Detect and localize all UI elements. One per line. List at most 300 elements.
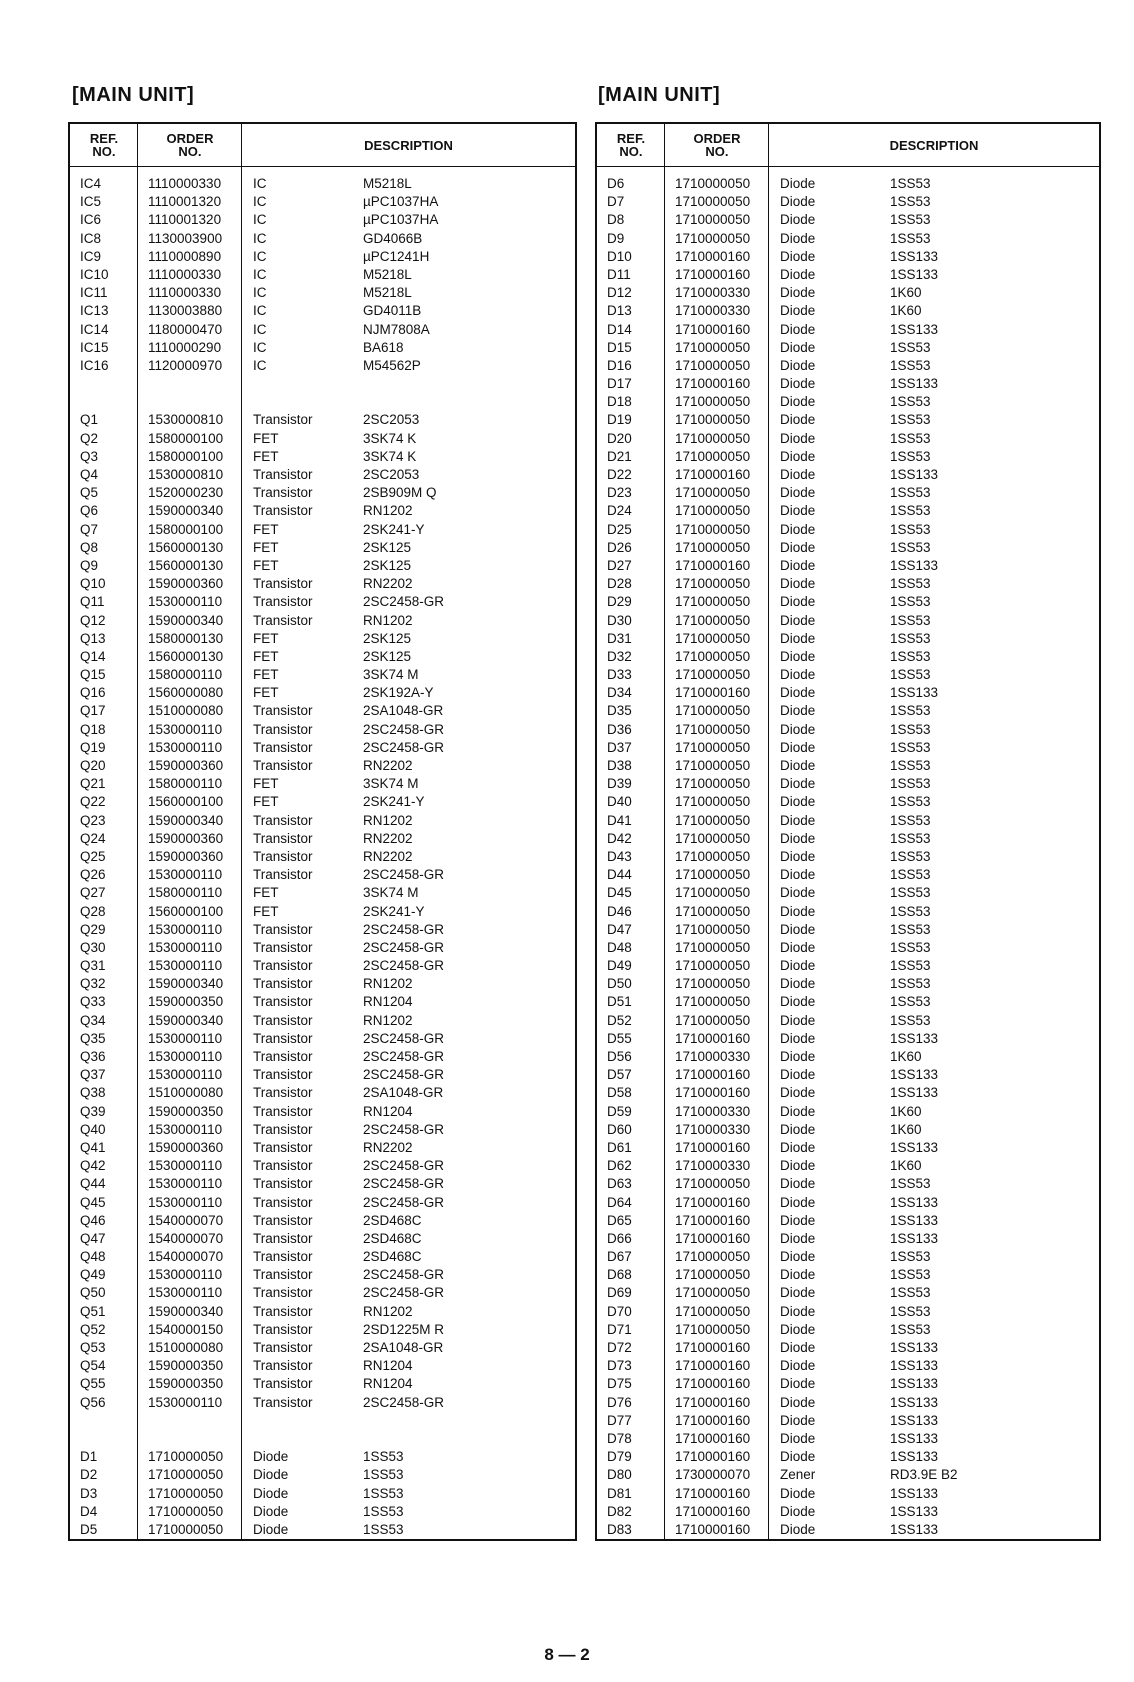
order-no: 1540000150 [148,1321,224,1337]
order-no: 1730000070 [675,1467,751,1483]
table-row [597,411,1099,429]
ref-no: D29 [607,594,632,610]
table-row [597,793,1099,811]
ref-no: D7 [607,194,625,210]
order-no: 1510000080 [148,703,224,719]
table-row [597,1048,1099,1066]
part-number: 1SS133 [890,1485,939,1501]
part-number: GD4066B [363,230,423,246]
order-no: 1590000350 [148,1358,224,1374]
part-type: Diode [780,321,816,337]
part-type: Diode [780,285,816,301]
order-no: 1710000160 [675,1194,751,1210]
table-row [597,375,1099,393]
part-type: IC [253,212,267,228]
order-no: 1710000050 [675,812,751,828]
part-number: 2SC2458-GR [363,1176,445,1192]
table-row [70,1212,575,1230]
table-row [597,302,1099,320]
table-row [70,1394,575,1412]
table-row [597,1139,1099,1157]
order-no: 1710000160 [675,1030,751,1046]
order-no: 1710000330 [675,1049,751,1064]
table-row [70,1448,575,1466]
part-number: 1SS133 [890,1212,939,1228]
part-number: 1SS133 [890,1430,939,1446]
table-row [70,502,575,520]
part-number: 3SK74 M [363,776,419,792]
part-number: RN2202 [363,576,413,592]
table-row [597,903,1099,921]
part-type: Diode [253,1449,289,1465]
part-type: Diode [780,266,816,282]
table-row [70,1103,575,1121]
table-row [597,721,1099,739]
table-row [70,1430,575,1448]
order-no: 1110001320 [148,194,222,210]
part-number: 2SC2458-GR [363,1267,445,1283]
ref-no: Q21 [80,776,106,792]
table-row [597,1103,1099,1121]
ref-no: Q50 [80,1285,106,1301]
ref-no: Q20 [80,758,106,773]
part-type: Transistor [253,1121,313,1137]
ref-no: D38 [607,758,632,773]
part-number: 2SC2458-GR [363,594,445,610]
ref-no: Q12 [80,612,106,628]
part-number: 2SC2458-GR [363,1049,445,1064]
part-type: Diode [780,394,816,410]
table-row [597,1284,1099,1302]
part-type: Transistor [253,503,313,519]
order-no: 1710000160 [675,1503,751,1519]
table-row [597,539,1099,557]
part-number: 1SS53 [890,1321,931,1337]
table-row [597,1194,1099,1212]
part-type: IC [253,339,267,355]
table-row [70,903,575,921]
part-type: Diode [780,721,816,737]
order-no: 1710000050 [675,903,751,919]
order-no: 1710000050 [675,703,751,719]
part-number: 2SC2458-GR [363,1158,445,1174]
part-number: 1SS133 [890,1230,939,1246]
part-number: 2SK241-Y [363,903,425,919]
ref-no: D75 [607,1376,632,1392]
part-number: 2SC2458-GR [363,958,445,974]
order-no: 1710000050 [675,939,751,955]
part-number: RN2202 [363,1139,413,1155]
order-no: 1710000050 [675,430,751,446]
part-number: 1SS53 [890,1285,931,1301]
ref-no: D71 [607,1321,632,1337]
order-no: 1710000160 [675,266,751,282]
part-number: 1SS53 [890,230,931,246]
ref-no: IC4 [80,176,102,191]
table-row [597,1412,1099,1430]
table-row [70,557,575,575]
part-number: 2SA1048-GR [363,703,444,719]
part-type: IC [253,266,267,282]
part-number: 1SS53 [363,1449,404,1465]
ref-no: Q5 [80,485,99,501]
ref-no: D77 [607,1412,632,1428]
part-type: FET [253,430,279,446]
table-row [597,1121,1099,1139]
order-no: 1710000050 [675,958,751,974]
table-row [597,1357,1099,1375]
part-number: 1SS53 [363,1521,404,1537]
table-row [70,1284,575,1302]
ref-no: IC13 [80,303,109,319]
part-number: 1SS53 [890,339,931,355]
part-type: Diode [780,1121,816,1137]
ref-no: Q27 [80,885,106,901]
ref-no: D45 [607,885,632,901]
part-number: 1SS53 [890,703,931,719]
part-number: 1K60 [890,1121,922,1137]
table-row [597,593,1099,611]
part-type: IC [253,248,267,264]
order-no: 1710000050 [675,448,751,464]
part-number: 1K60 [890,285,922,301]
table-row [70,1066,575,1084]
order-no: 1710000160 [675,1139,751,1155]
order-no: 1710000050 [148,1503,224,1519]
part-type: Transistor [253,867,313,883]
part-type: Transistor [253,1085,313,1101]
ref-no: D10 [607,248,632,264]
ref-no: D40 [607,794,632,810]
part-number: 1SS53 [890,976,931,992]
order-no: 1710000160 [675,1485,751,1501]
part-type: IC [253,194,267,210]
table-row [70,357,575,375]
ref-no: D33 [607,667,632,683]
order-no: 1580000110 [148,885,223,901]
ref-no: Q4 [80,467,99,482]
order-no: 1560000080 [148,685,224,701]
part-number: 1SS53 [890,776,931,792]
table-row [597,193,1099,211]
ref-no: D47 [607,921,632,937]
order-no: 1710000050 [675,721,751,737]
order-no: 1520000230 [148,485,224,501]
table-row [70,921,575,939]
part-number: 2SC2458-GR [363,939,445,955]
part-type: FET [253,776,279,792]
table-row [70,1485,575,1503]
table-row [70,1157,575,1175]
part-type: Transistor [253,1285,313,1301]
ref-no: D43 [607,848,632,864]
part-type: Diode [780,885,816,901]
table-row [70,393,575,411]
part-number: 2SB909M Q [363,485,437,501]
order-no: 1530000110 [148,721,223,737]
ref-no: Q45 [80,1194,106,1210]
part-type: Transistor [253,612,313,628]
part-number: 1SS53 [890,648,931,664]
table-row [70,721,575,739]
part-number: 2SC2458-GR [363,739,445,755]
order-no: 1590000360 [148,848,224,864]
part-number: 1SS53 [890,212,931,228]
part-type: Transistor [253,485,313,501]
order-no: 1530000110 [148,939,223,955]
order-no: 1530000110 [148,594,223,610]
table-row [597,1066,1099,1084]
part-type: Diode [780,1285,816,1301]
part-number: 2SC2458-GR [363,1030,445,1046]
table-row [70,1412,575,1430]
order-no: 1710000050 [675,848,751,864]
part-type: Transistor [253,1230,313,1246]
table-row [597,684,1099,702]
table-row [70,1012,575,1030]
part-number: 1SS133 [890,557,939,573]
order-no: 1580000110 [148,667,223,683]
ref-no: Q25 [80,848,106,864]
ref-no: Q55 [80,1376,106,1392]
part-number: NJM7808A [363,321,430,337]
part-number: 1SS53 [890,758,931,773]
ref-no: D60 [607,1121,632,1137]
ref-no: Q18 [80,721,106,737]
part-type: Transistor [253,703,313,719]
part-type: Diode [780,758,816,773]
part-type: Transistor [253,739,313,755]
table-row [70,411,575,429]
table-row [70,1230,575,1248]
part-number: 1SS53 [890,194,931,210]
part-type: Diode [780,485,816,501]
part-type: Diode [253,1521,289,1537]
ref-no: Q40 [80,1121,106,1137]
order-no: 1580000100 [148,430,224,446]
part-type: Diode [780,357,816,373]
order-no: 1710000160 [675,376,751,392]
ref-no: D1 [80,1449,98,1465]
ref-no: D37 [607,739,632,755]
table-row [597,321,1099,339]
order-no: 1710000160 [675,467,751,482]
order-no: 1710000050 [675,758,751,773]
part-type: Diode [780,230,816,246]
part-number: 1SS53 [890,848,931,864]
table-row [597,775,1099,793]
table-row [70,684,575,702]
order-no: 1710000160 [675,1230,751,1246]
part-number: 1SS53 [890,176,931,191]
part-type: Diode [780,848,816,864]
part-number: 1SS53 [890,903,931,919]
part-type: Diode [780,412,816,428]
part-type: IC [253,357,267,373]
part-number: 1SS53 [890,812,931,828]
ref-no: D26 [607,539,632,555]
ref-no: D8 [607,212,625,228]
part-number: RN1202 [363,812,413,828]
part-type: Diode [780,958,816,974]
table-row [597,1485,1099,1503]
table-row [597,393,1099,411]
table-row [597,557,1099,575]
ref-no: D25 [607,521,632,537]
ref-no: D44 [607,867,632,883]
table-row [70,575,575,593]
ref-no: D57 [607,1067,632,1083]
table-row [597,975,1099,993]
table-row [70,484,575,502]
ref-no: Q16 [80,685,106,701]
table-row [70,1248,575,1266]
left-table-body [70,175,575,1539]
ref-no: D17 [607,376,632,392]
order-no: 1590000350 [148,1103,224,1119]
part-type: Diode [780,703,816,719]
order-no: 1530000110 [148,1049,223,1064]
ref-no: IC14 [80,321,109,337]
part-number: 1SS133 [890,1340,939,1355]
table-row [70,1194,575,1212]
part-type: FET [253,557,279,573]
part-type: Transistor [253,1376,313,1392]
part-number: 2SK241-Y [363,521,425,537]
table-row [597,1248,1099,1266]
part-type: Diode [780,794,816,810]
part-number: 2SC2458-GR [363,1121,445,1137]
ref-no: D73 [607,1358,632,1374]
part-number: 1SS53 [890,1012,931,1028]
part-number: 2SC2458-GR [363,1285,445,1301]
ref-no: D13 [607,303,632,319]
order-no: 1710000050 [675,539,751,555]
ref-no: Q7 [80,521,99,537]
ref-no: D34 [607,685,632,701]
part-number: RN1204 [363,1376,413,1392]
part-type: Transistor [253,1067,313,1083]
part-number: 2SC2458-GR [363,1067,445,1083]
ref-no: D62 [607,1158,632,1174]
ref-no: Q15 [80,667,106,683]
part-type: Diode [780,1485,816,1501]
part-type: Transistor [253,1394,313,1410]
part-number: 1K60 [890,303,922,319]
part-type: Diode [780,1176,816,1192]
table-row [597,612,1099,630]
part-number: 2SC2458-GR [363,1394,445,1410]
part-number: 2SC2053 [363,412,420,428]
part-type: Transistor [253,1176,313,1192]
part-type: Diode [780,1049,816,1064]
ref-no: D65 [607,1212,632,1228]
ref-no: D23 [607,485,632,501]
part-number: 1SS53 [363,1467,404,1483]
part-type: Transistor [253,1030,313,1046]
part-type: Diode [780,430,816,446]
order-no: 1710000050 [675,194,751,210]
part-type: Transistor [253,1012,313,1028]
ref-no: D49 [607,958,632,974]
part-number: µPC1241H [363,248,430,264]
part-number: 1SS133 [890,685,939,701]
order-no: 1710000330 [675,285,751,301]
table-row [597,521,1099,539]
ref-no: D14 [607,321,632,337]
table-row [597,575,1099,593]
part-number: 2SD468C [363,1212,422,1228]
ref-no: D50 [607,976,632,992]
order-no: 1590000340 [148,503,224,519]
part-number: 1K60 [890,1103,922,1119]
left-parts-table [68,122,577,1541]
table-row [70,175,575,193]
part-number: RN2202 [363,758,413,773]
table-row [70,1266,575,1284]
part-number: RN1202 [363,612,413,628]
part-type: Diode [780,1230,816,1246]
order-no: 1710000050 [675,339,751,355]
part-type: Transistor [253,994,313,1010]
part-type: Diode [780,903,816,919]
table-row [70,1521,575,1539]
ref-no: Q10 [80,576,106,592]
table-row [70,739,575,757]
order-no: 1590000360 [148,830,224,846]
table-row [70,284,575,302]
part-number: 1K60 [890,1049,922,1064]
part-type: Transistor [253,1158,313,1174]
part-type: IC [253,176,267,191]
part-type: Transistor [253,1049,313,1064]
table-row [597,1266,1099,1284]
order-no: 1530000110 [148,921,223,937]
ref-no: D19 [607,412,632,428]
part-number: 2SA1048-GR [363,1340,444,1355]
part-type: Diode [780,1249,816,1265]
order-no: 1710000050 [675,794,751,810]
order-no: 1590000340 [148,1303,224,1319]
order-no: 1120000970 [148,357,223,373]
table-row [70,612,575,630]
order-no: 1710000160 [675,1340,751,1355]
part-number: 1SS133 [890,321,939,337]
table-row [70,939,575,957]
table-row [597,921,1099,939]
ref-no: D32 [607,648,632,664]
part-type: Diode [780,830,816,846]
ref-no: D63 [607,1176,632,1192]
table-row [597,993,1099,1011]
order-no: 1530000110 [148,739,223,755]
order-no: 1710000330 [675,1158,751,1174]
table-row [597,484,1099,502]
ref-no: Q36 [80,1049,106,1064]
part-type: Diode [780,994,816,1010]
table-row [70,1048,575,1066]
ref-no: Q53 [80,1340,106,1355]
table-row [70,1339,575,1357]
table-row [597,1230,1099,1248]
part-number: RN1204 [363,1358,413,1374]
table-row [70,884,575,902]
part-number: 1SS133 [890,1194,939,1210]
ref-no: Q48 [80,1249,106,1265]
order-no: 1180000470 [148,321,223,337]
ref-no: D69 [607,1285,632,1301]
part-number: 2SK241-Y [363,794,425,810]
